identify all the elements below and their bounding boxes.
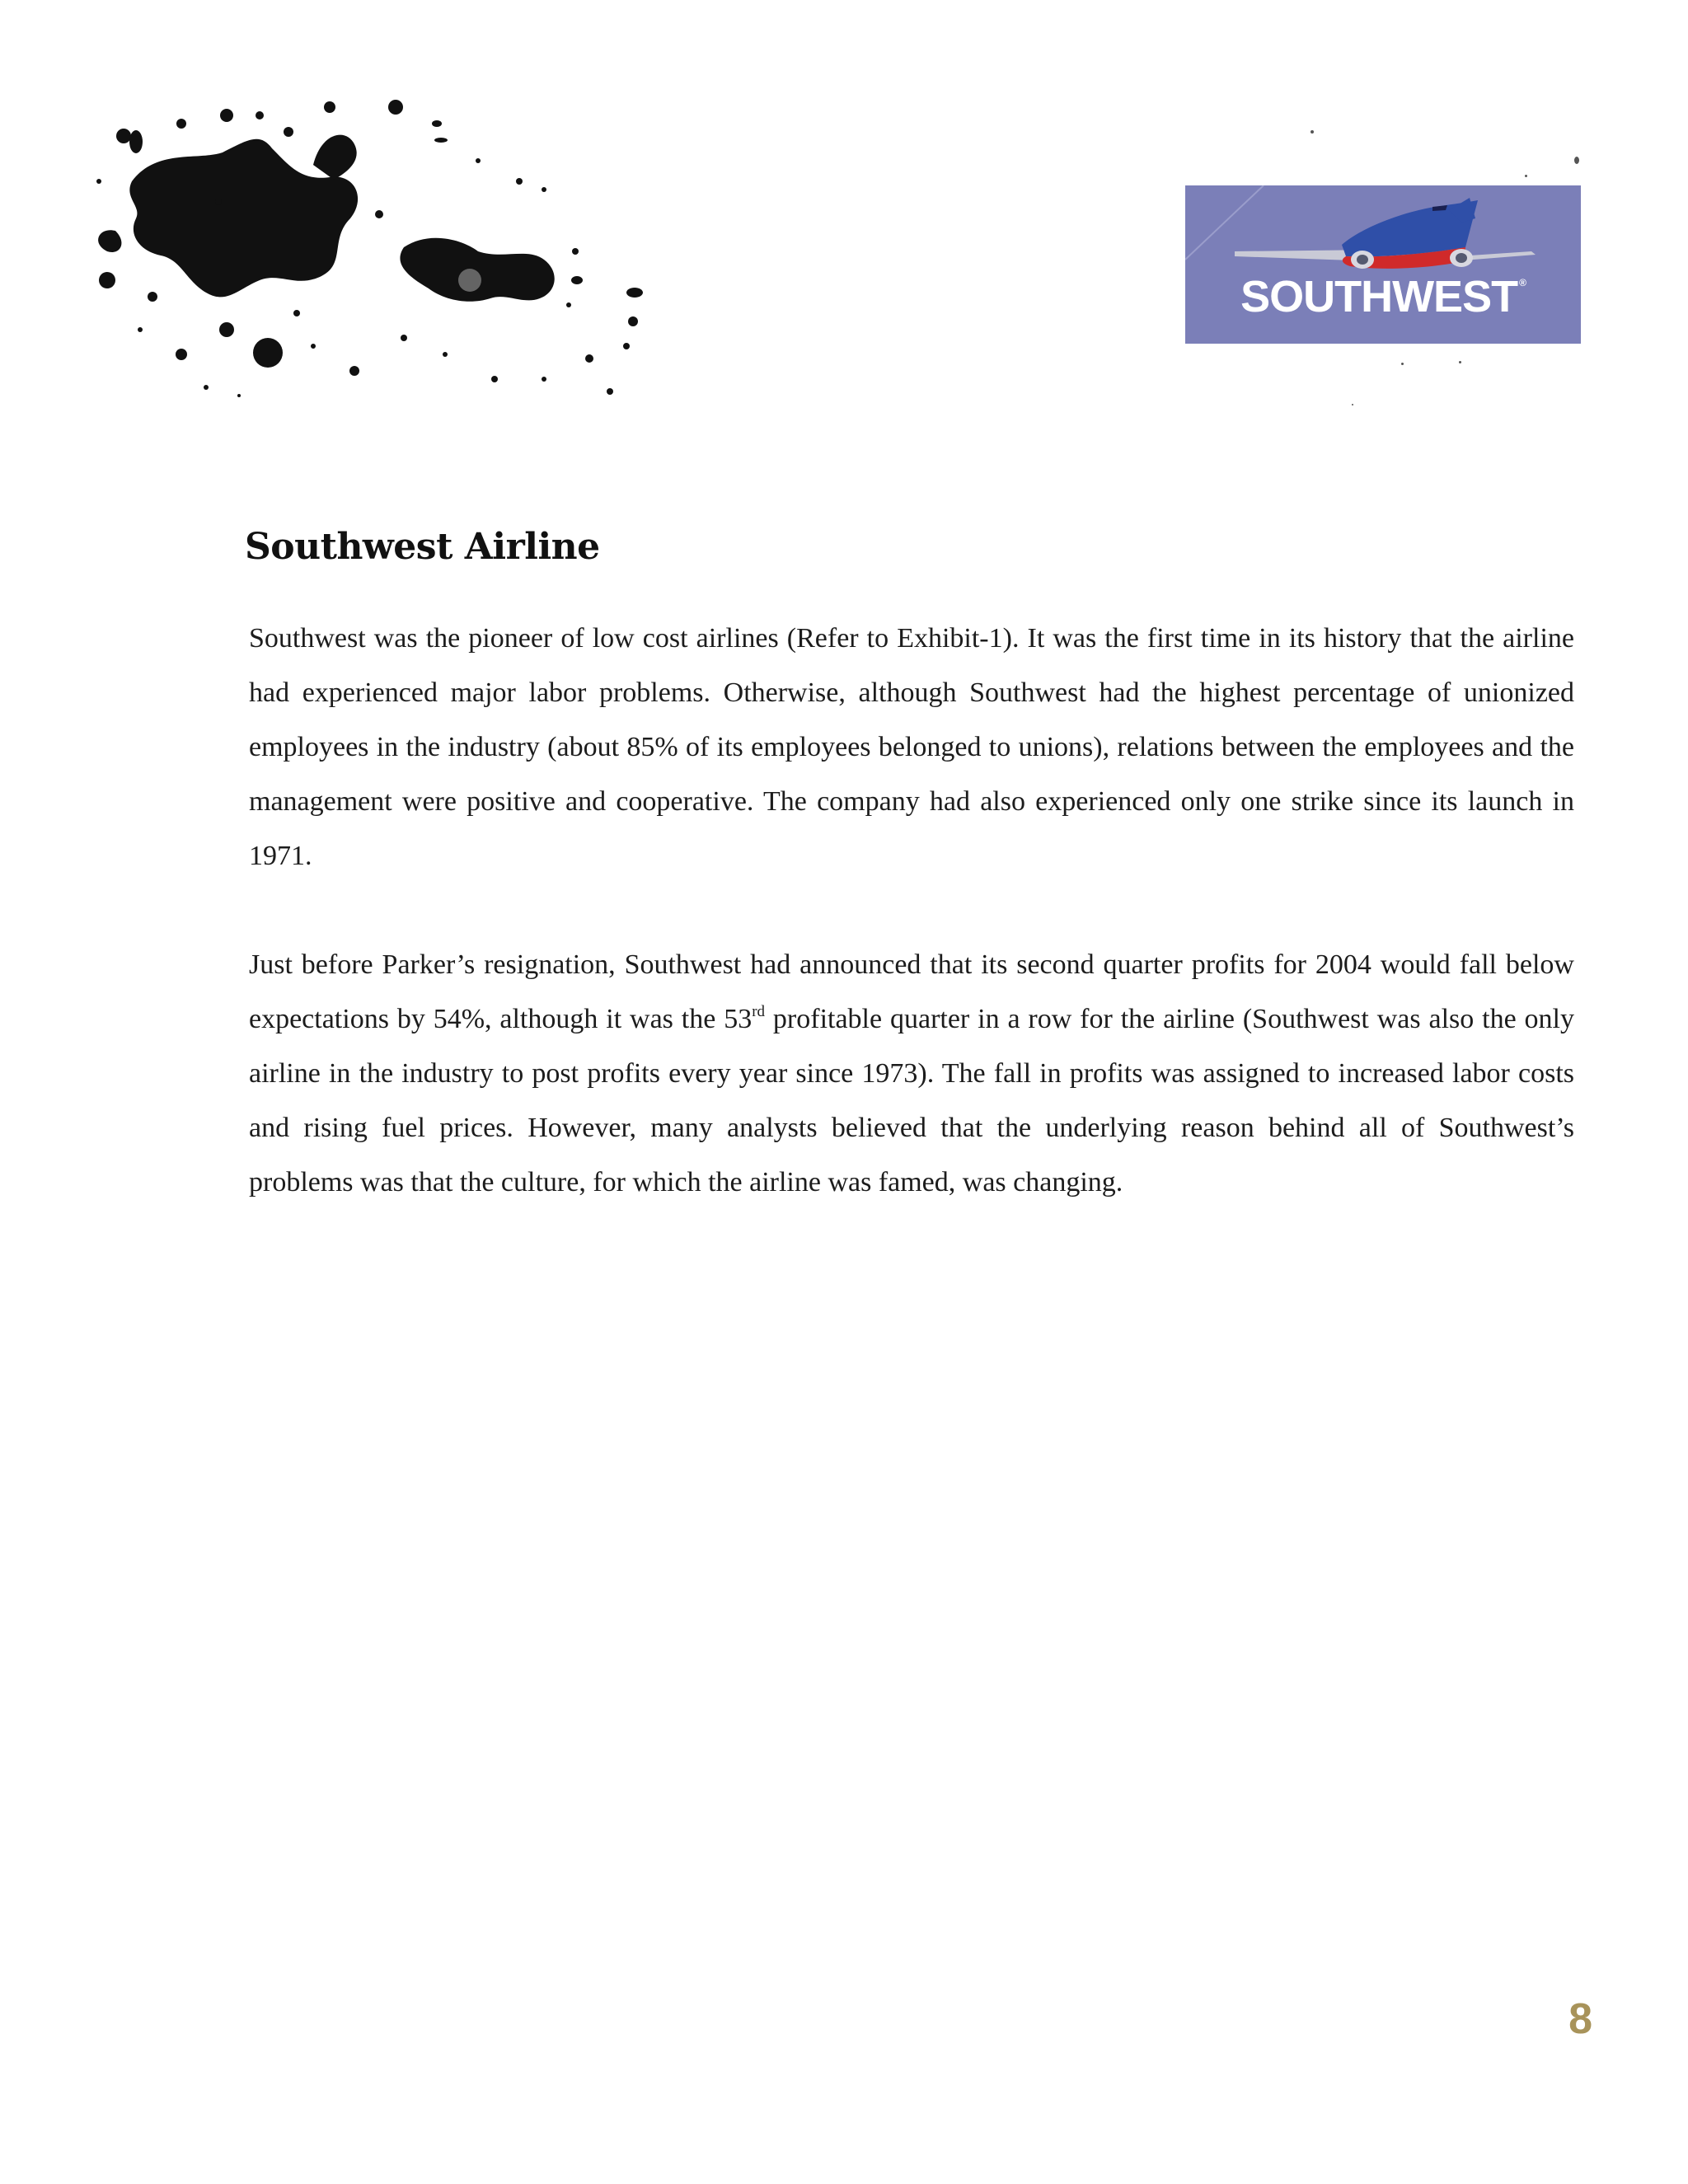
speck-decoration	[1574, 157, 1579, 164]
speck-decoration	[1311, 130, 1314, 134]
paragraph-1: Southwest was the pioneer of low cost airlines (Refer to Exhibit-1). It was the first time in its history that the airline had experienced major labor problems. Otherwise, although Southwest had the highest percentage of unionized employees in the industry (about 85% of its employees belonged to unions), relations between the employees and the management were positive and cooperative. The company had also experienced only one strike since its launch in 1971.	[249, 623, 1574, 871]
speck-decoration	[1525, 175, 1527, 177]
page-number: 8	[1568, 1995, 1592, 2043]
speck-decoration	[1459, 361, 1461, 363]
speck-decoration	[1401, 363, 1404, 365]
ink-splatter-icon	[82, 82, 692, 412]
southwest-logo	[1185, 185, 1581, 344]
logo-wordmark: SOUTHWEST ®	[1240, 272, 1526, 321]
article-body	[249, 612, 1574, 1210]
ordinal-superscript: rd	[752, 1003, 766, 1020]
section-heading: Southwest Airline	[245, 526, 600, 568]
speck-decoration	[1352, 404, 1353, 405]
paragraph-2: Just before Parker’s resignation, Southwest had announced that its second quarter profits for 2004 would fall below expectations by 54%, although it was the 53rd profitable quarter in a row for the airline (Southwest was also the only airline in the industry to post profits every year since 1973). The fall in profits was assigned to increased labor costs and rising fuel prices. However, many analysts believed that the underlying reason behind all of Southwest’s problems was that the culture, for which the airline was famed, was changing.	[249, 949, 1574, 1197]
